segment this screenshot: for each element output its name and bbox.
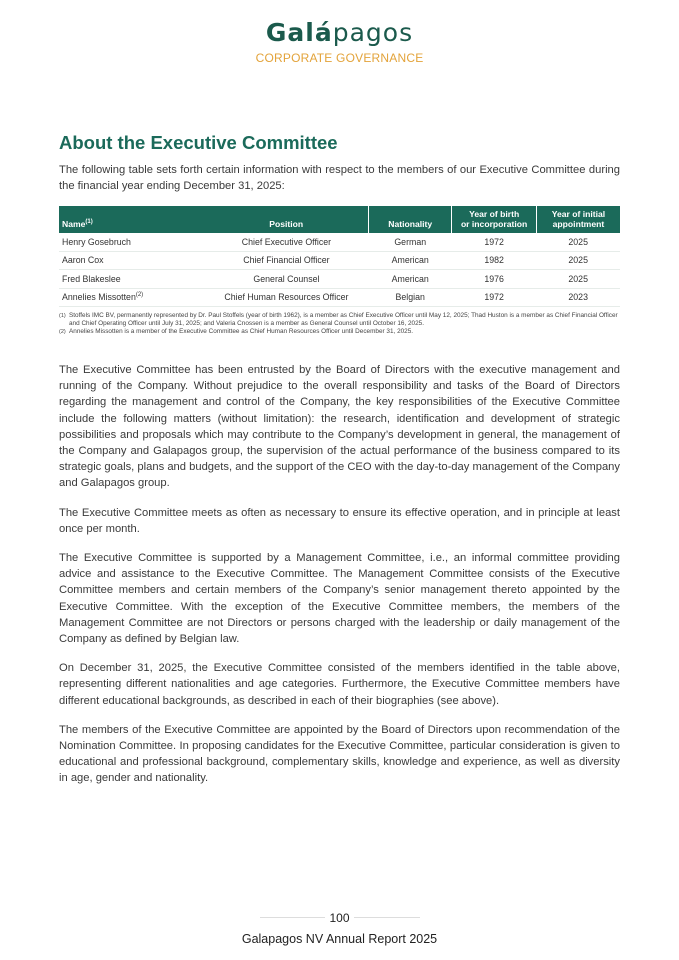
header-position: Position bbox=[269, 219, 304, 229]
table-header-row bbox=[59, 206, 620, 233]
body-paragraph: The Executive Committee meets as often as necessary to ensure its effective operation, and in principle at least once per month. bbox=[59, 506, 620, 535]
body-paragraph: The Executive Committee is supported by a Management Committee, i.e., an informal committee providing advice and assistance to the Executive Committee. The Management Committee consists of the Executive Committee members and certain members of the Company’s senior management thereto appointed by the Executive Committee. With the exception of the Executive Committee members, the members of the Management Committee are not Directors or persons charged with the leadership or daily management of the Company as defined by Belgian law. bbox=[59, 552, 620, 646]
page-number: 100 bbox=[325, 911, 353, 925]
header-name: Name$^{(1)}$ bbox=[62, 219, 93, 229]
executive-committee-table bbox=[59, 206, 620, 307]
cell-position: Chief Financial Officer bbox=[243, 255, 330, 266]
table-row bbox=[59, 233, 620, 251]
section-label: CORPORATE GOVERNANCE bbox=[255, 51, 424, 65]
footnote bbox=[59, 312, 620, 328]
cell-name: Henry Gosebruch bbox=[62, 236, 131, 247]
page-title: About the Executive Committee bbox=[59, 132, 338, 153]
cell-birth: 1982 bbox=[484, 255, 504, 266]
header-year-of-birth: Year of birth or incorporation bbox=[452, 206, 536, 233]
logo-bold-part: Galá bbox=[265, 18, 333, 47]
cell-position: Chief Executive Officer bbox=[241, 236, 332, 247]
header-nationality: Nationality bbox=[369, 206, 452, 233]
logo-light-part: pagos bbox=[332, 18, 414, 47]
cell-nationality: American bbox=[391, 255, 429, 266]
cell-appointment: 2025 bbox=[568, 273, 588, 284]
cell-name: Annelies Missotten$^{(2)}$ bbox=[62, 292, 144, 303]
header-year-of-appointment: Year of initial appointment bbox=[536, 206, 620, 233]
table-row bbox=[59, 251, 620, 270]
cell-nationality: Belgian bbox=[395, 292, 425, 303]
main-content bbox=[59, 132, 620, 800]
cell-appointment: 2025 bbox=[568, 255, 588, 266]
report-title: Galapagos NV Annual Report 2025 bbox=[241, 932, 438, 946]
cell-name: Aaron Cox bbox=[62, 255, 104, 266]
table-footnotes bbox=[59, 312, 620, 336]
cell-birth: 1972 bbox=[484, 236, 504, 247]
page-footer bbox=[0, 908, 679, 946]
cell-birth: 1976 bbox=[484, 273, 504, 284]
cell-birth: 1972 bbox=[484, 292, 504, 303]
body-paragraph: The Executive Committee has been entrusted by the Board of Directors with the executive management and running of the Company. Without prejudice to the overall responsibility and tasks of the Board of Directors regarding the management and control of the Company, the key responsibilities of the Executive Committee include the following matters (without limitation): the research, identification and development of strategic possibilities and proposals which may contribute to the Company’s development in general, the management of the Company and Galapagos group, the supervision of the actual performance of the business compared to its strategic goals, plans and budgets, and the support of the CEO with the day-to-day management of the Company and Galapagos group. bbox=[59, 364, 620, 490]
intro-paragraph: The following table sets forth certain information with respect to the members of our Executive Committee during the financial year ending December 31, 2025: bbox=[59, 164, 620, 192]
footnote-mark: (1) bbox=[59, 313, 66, 319]
cell-name: Fred Blakeslee bbox=[62, 273, 121, 284]
footnote-text: Stoffels IMC BV, permanently represented by Dr. Paul Stoffels (year of birth 1962), is a member as Chief Executive Officer until May 12, 2025; Thad Huston is a member as Chief Financial Officer and Chief Operating Officer until July 31, 2025; and Valeria Cnossen is a member as General Counsel until October 16, 2025. bbox=[69, 312, 618, 327]
footnote-mark: (2) bbox=[59, 329, 66, 335]
body-text bbox=[59, 362, 620, 787]
cell-position: Chief Human Resources Officer bbox=[224, 292, 349, 303]
galapagos-logo bbox=[0, 18, 679, 48]
cell-nationality: German bbox=[394, 236, 427, 247]
table-row bbox=[59, 288, 620, 307]
cell-appointment: 2023 bbox=[568, 292, 588, 303]
page-header bbox=[0, 18, 679, 65]
footnote-text: Annelies Missotten is a member of the Executive Committee as Chief Human Resources Officer until December 31, 2025. bbox=[69, 328, 414, 335]
table-row bbox=[59, 270, 620, 289]
footnote bbox=[59, 328, 620, 336]
body-paragraph: The members of the Executive Committee are appointed by the Board of Directors upon recommendation of the Nomination Committee. In proposing candidates for the Executive Committee, particular consideration is given to educational and professional background, complementary skills, knowledge and experience, as well as diversity in age, gender and nationality. bbox=[59, 723, 620, 785]
cell-nationality: American bbox=[391, 273, 429, 284]
cell-position: General Counsel bbox=[253, 273, 320, 284]
body-paragraph: On December 31, 2025, the Executive Committee consisted of the members identified in the table above, representing different nationalities and age categories. Furthermore, the Executive Committee members have different educational backgrounds, as described in each of their biographies (see above). bbox=[59, 662, 620, 707]
cell-appointment: 2025 bbox=[568, 236, 588, 247]
